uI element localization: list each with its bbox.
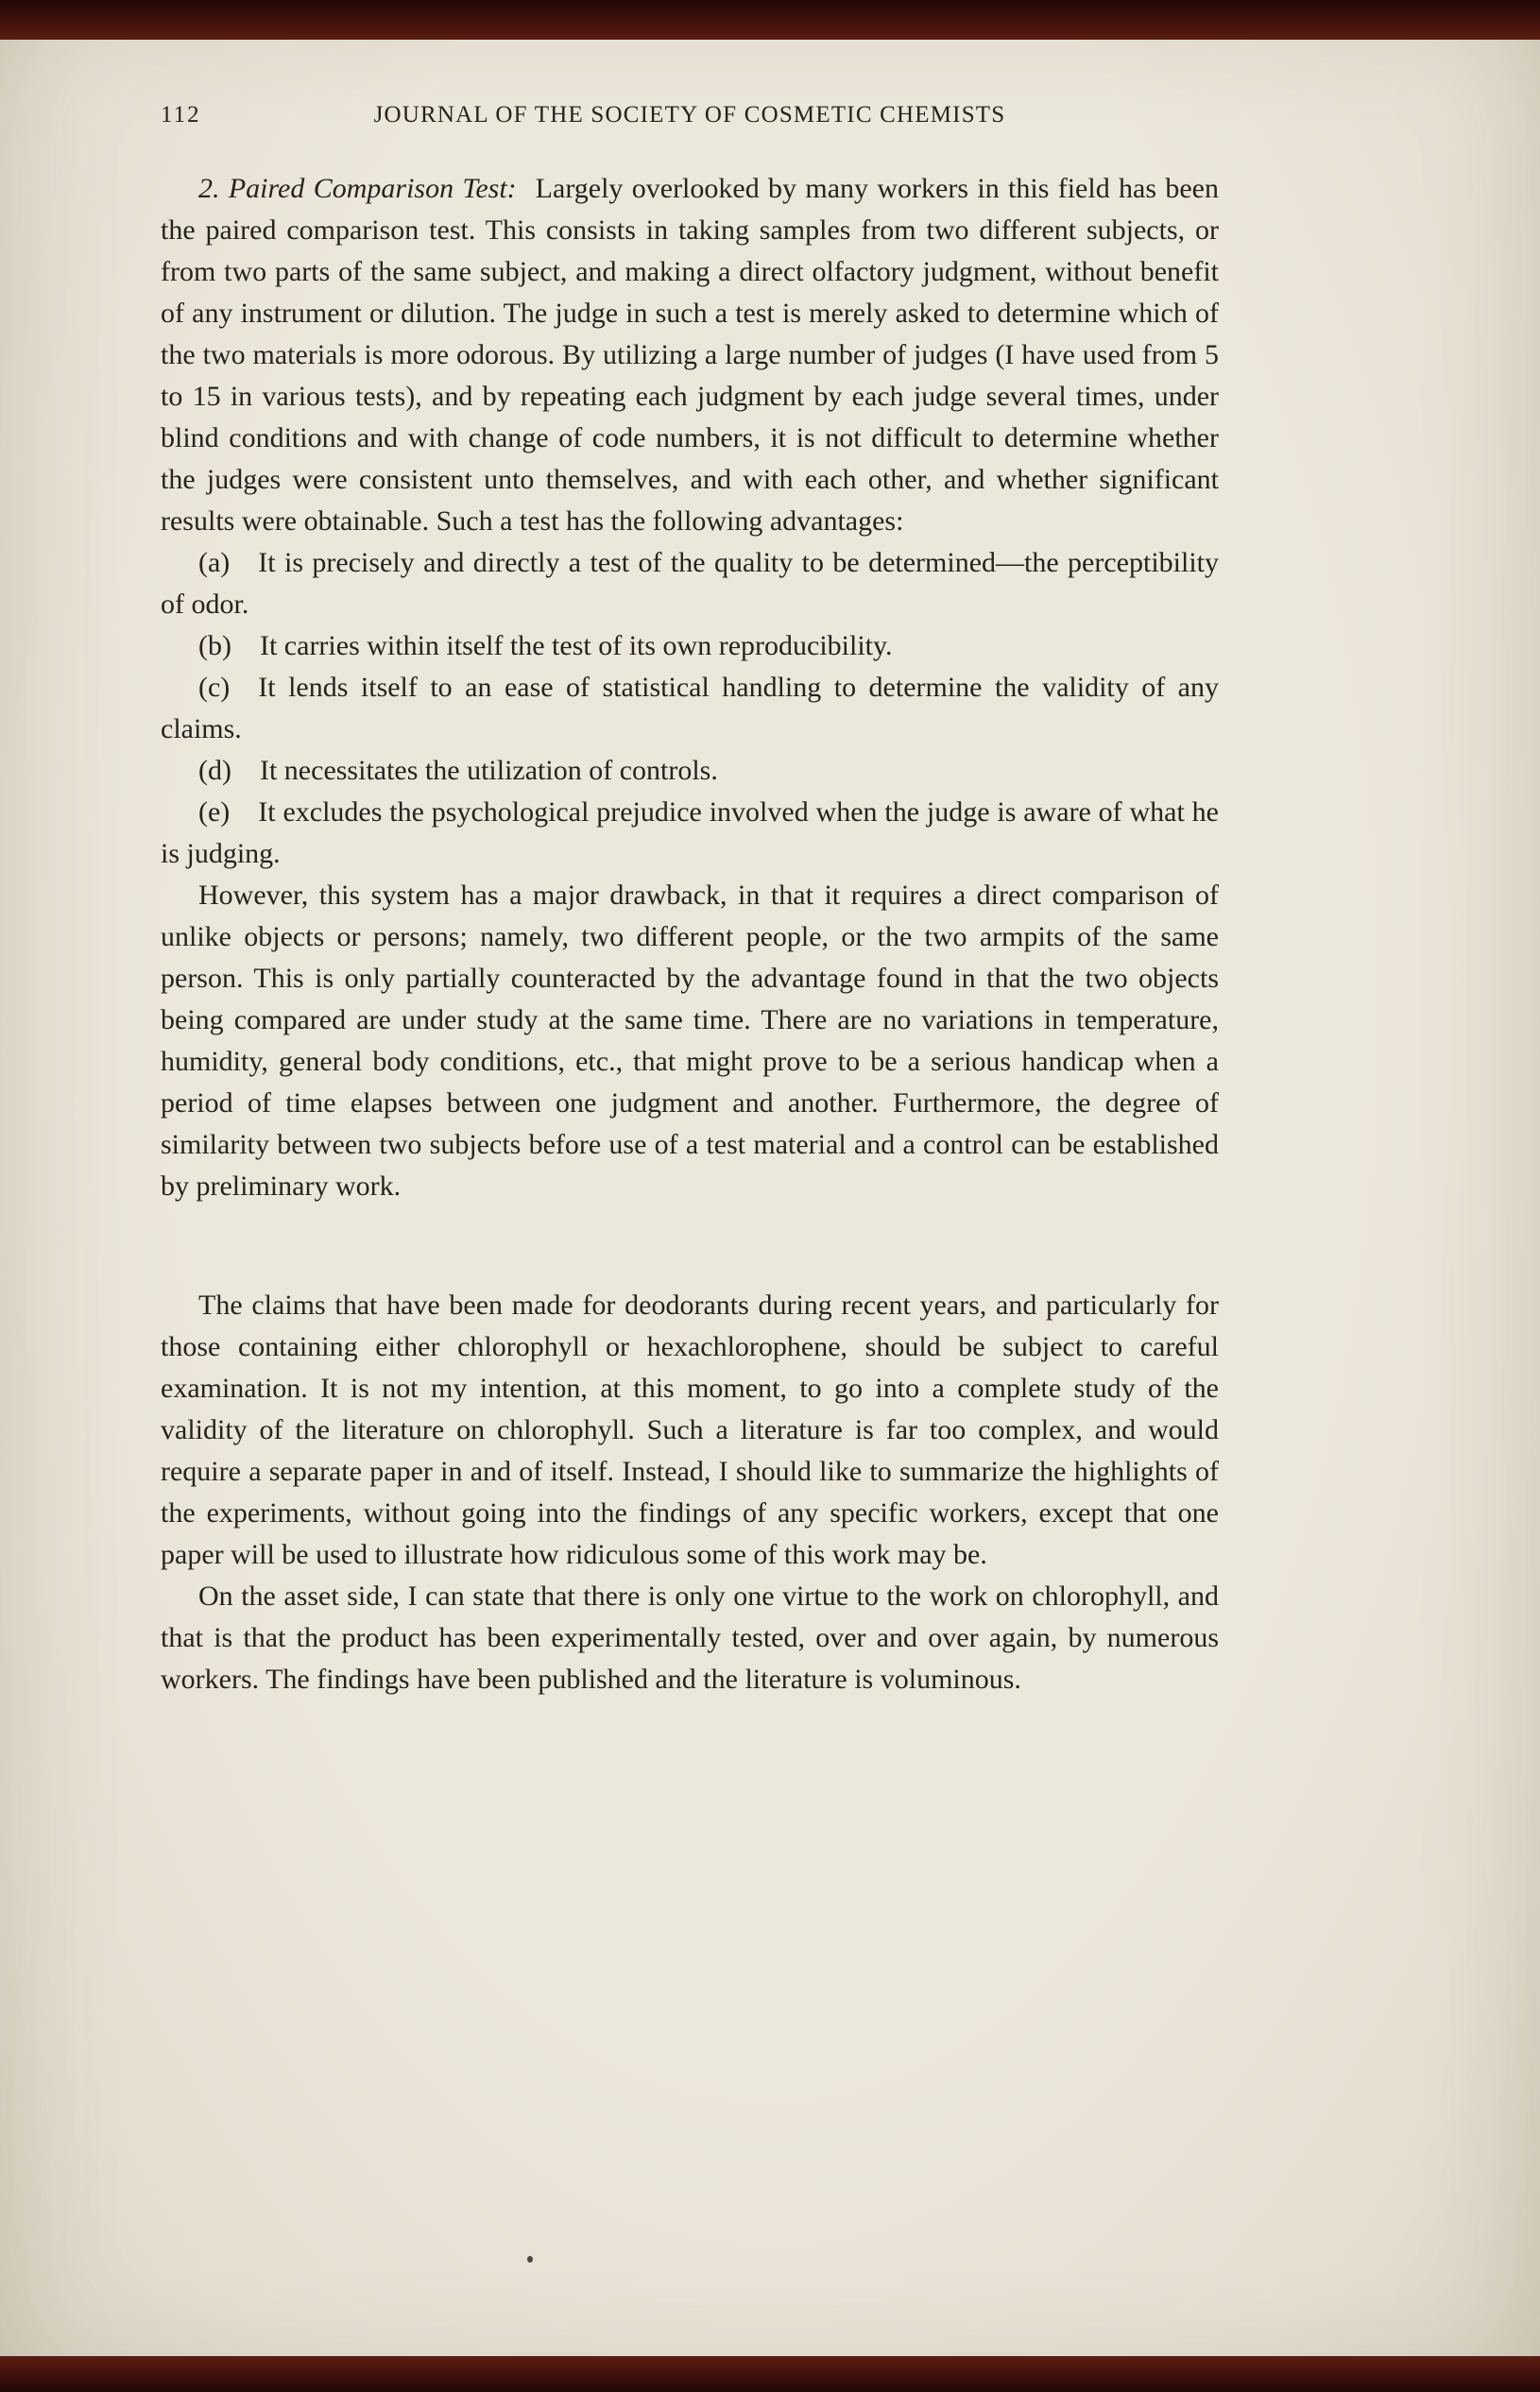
page-content <box>161 40 1219 2356</box>
paragraph-asset-side: On the asset side, I can state that there is only one virtue to the work on chlorophyll, and that is that the product has been experimentally tested, over and over again, by numerous workers. The findings have been published and the literature is voluminous. <box>161 1580 1219 1695</box>
advantage-label-a: (a) <box>198 547 231 578</box>
paragraph-deodorant-claims: The claims that have been made for deodorants during recent years, and particularly for those containing either chlorophyll or hexachlorophene, should be subject to careful examination. It is not my intention, at this moment, to go into a complete study of the validity of the literature on chlorophyll. Such a literature is far too complex, and would require a separate paper in and of itself. Instead, I should like to summarize the highlights of the experiments, without going into the findings of any specific workers, except that one paper will be used to illustrate how ridiculous some of this work may be. <box>161 1290 1219 1570</box>
scan-artifact-dot <box>527 2256 533 2263</box>
advantage-text-e: It excludes the psychological prejudice involved when the judge is aware of what he is judging. <box>161 796 1219 869</box>
section-lead-italic: 2. Paired Comparison Test: <box>198 173 517 204</box>
advantage-text-d: It necessitates the utilization of controls. <box>259 755 718 786</box>
advantage-item-b <box>161 625 1219 667</box>
paragraph-paired-comparison-test <box>161 168 1219 542</box>
scan-edge-top <box>0 0 1540 40</box>
advantage-item-a <box>161 542 1219 625</box>
advantage-item-e <box>161 792 1219 875</box>
advantage-label-c: (c) <box>198 672 231 703</box>
advantage-item-c <box>161 667 1219 750</box>
advantage-text-a: It is precisely and directly a test of the quality to be determined—the perceptibility of odor. <box>161 547 1219 620</box>
advantage-item-d <box>161 750 1219 792</box>
article-body <box>161 168 1219 1700</box>
advantage-label-e: (e) <box>198 796 231 828</box>
paragraph-drawback: However, this system has a major drawback, in that it requires a direct comparison of unlike objects or persons; namely, two different people, or the two armpits of the same person. This is only partially counteracted by the advantage found in that the two objects being compared are under study at the same time. There are no variations in temperature, humidity, general body conditions, etc., that might prove to be a serious handicap when a period of time elapses between one judgment and another. Furthermore, the degree of similarity between two subjects before use of a test material and a control can be established by preliminary work. <box>161 880 1219 1202</box>
page-number: 112 <box>161 102 201 128</box>
advantage-text-c: It lends itself to an ease of statistical handling to determine the validity of any claims. <box>161 672 1219 744</box>
scan-edge-bottom <box>0 2356 1540 2392</box>
paragraph-paired-comparison-text: Largely overlooked by many workers in this field has been the paired comparison test. This consists in taking samples from two different subjects, or from two parts of the same subject, and making a direct olfactory judgment, without benefit of any instrument or dilution. The judge in such a test is merely asked to determine which of the two materials is more odorous. By utilizing a large number of judges (I have used from 5 to 15 in various tests), and by repeating each judgment by each judge several times, under blind conditions and with change of code numbers, it is not difficult to determine whether the judges were consistent unto themselves, and with each other, and whether significant results were obtainable. Such a test has the following advantages: <box>161 173 1219 537</box>
page-header <box>161 102 1219 132</box>
section-break <box>161 1207 1219 1285</box>
running-title: JOURNAL OF THE SOCIETY OF COSMETIC CHEMISTS <box>373 102 1006 128</box>
advantage-text-b: It carries within itself the test of its own reproducibility. <box>259 630 893 661</box>
advantage-label-b: (b) <box>198 630 231 661</box>
advantage-label-d: (d) <box>198 755 231 786</box>
